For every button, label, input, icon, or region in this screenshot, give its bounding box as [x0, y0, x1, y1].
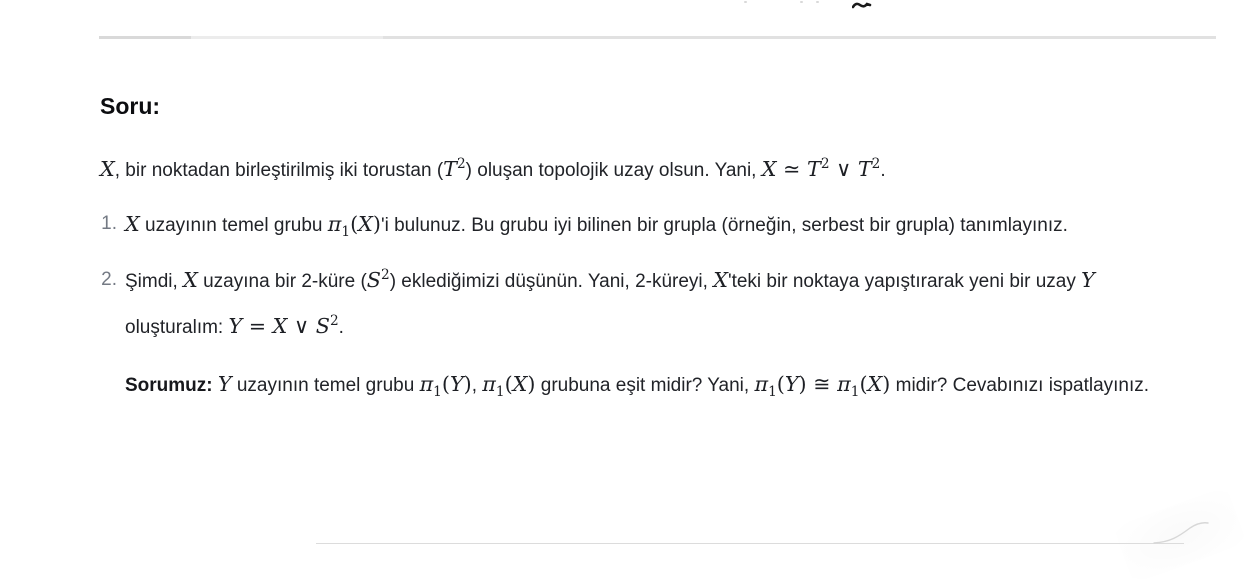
list-item-text: Şimdi, X uzayına bir 2-küre $(S^2)$ eklediğimizi düşünün. Yani, 2-küreyi, X'teki bir noktaya yapıştırarak yeni bir uzay Y oluşturalım: Y = X ∨ $S^2$.	[125, 267, 1095, 338]
intro-paragraph: X, bir noktadan birleştirilmiş iki torustan $(T^2)$ oluşan topolojik uzay olsun. Yani, X ≃ $T^2$ ∨ $T^2$.	[100, 156, 886, 181]
question-block	[100, 0, 1160, 408]
question-heading: Soru:	[100, 93, 161, 119]
list-item-number: 2.	[101, 269, 117, 290]
followup-question-text: Sorumuz: Y uzayının temel grubu $\pi_1(Y)$, $\pi_1(X)$ grubuna eşit midir? Yani, $\pi_1(Y)$ ≅ $\pi_1(X)$ midir? Cevabınızı ispatlayınız.	[125, 372, 1150, 401]
curve-flourish	[1152, 515, 1222, 547]
list-item	[100, 202, 1160, 248]
list-item-number: 1.	[101, 213, 117, 234]
ordered-list	[100, 202, 1160, 408]
bottom-divider	[316, 543, 1184, 544]
list-item	[100, 258, 1160, 408]
list-item-text: X uzayının temel grubu $\pi_1(X)'i$ bulunuz. Bu grubu iyi bilinen bir grupla (örneğin, serbest bir grupla) tanımlayınız.	[125, 212, 1068, 241]
